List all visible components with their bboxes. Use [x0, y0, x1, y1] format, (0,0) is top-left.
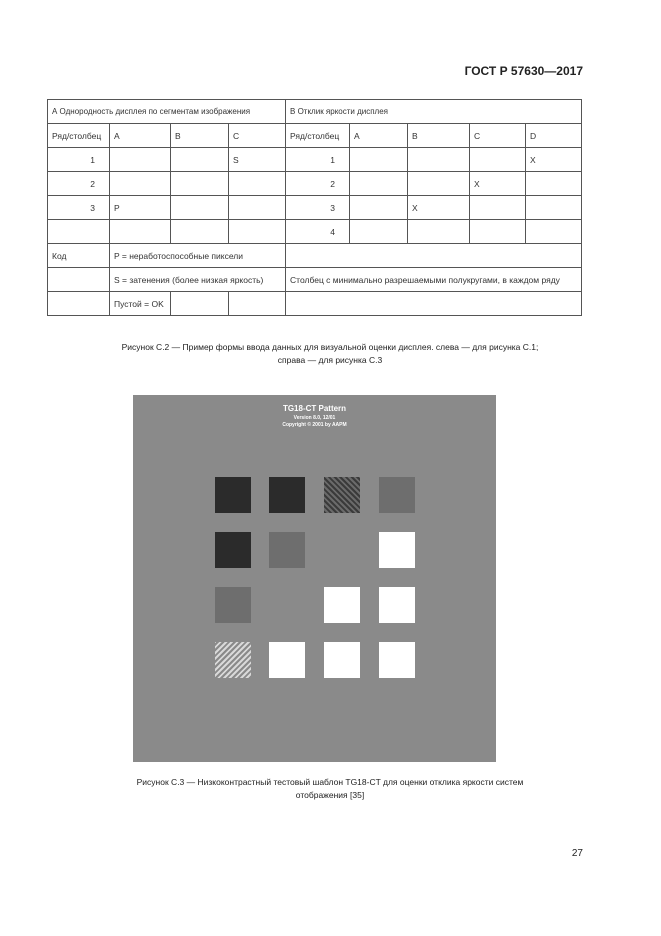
left-row-col-header: Ряд/столбец	[48, 124, 110, 148]
right-cell[interactable]	[470, 196, 526, 220]
contrast-patch	[324, 532, 360, 568]
left-cell[interactable]	[229, 220, 286, 244]
right-cell[interactable]	[526, 172, 582, 196]
code-p-legend: P = неработоспособные пиксели	[110, 244, 286, 268]
left-col-a-header: A	[110, 124, 171, 148]
empty-cell	[48, 292, 110, 316]
caption-line: справа — для рисунка С.3	[277, 355, 383, 365]
contrast-patch	[324, 477, 360, 513]
empty-cell	[229, 292, 286, 316]
caption-line: отображения [35]	[295, 790, 365, 800]
right-cell[interactable]	[408, 220, 470, 244]
table-row	[48, 172, 582, 196]
left-cell[interactable]	[229, 172, 286, 196]
left-cell[interactable]	[171, 148, 229, 172]
code-row-p	[48, 244, 582, 268]
contrast-patch	[379, 477, 415, 513]
contrast-patch	[269, 587, 305, 623]
contrast-patch	[269, 532, 305, 568]
empty-cell	[171, 292, 229, 316]
pattern-copyright: Copyright © 2001 by AAPM	[282, 422, 347, 428]
right-row-number: 1	[286, 148, 350, 172]
left-cell[interactable]: P	[110, 196, 171, 220]
section-b-title: B Отклик яркости дисплея	[286, 100, 582, 124]
right-cell[interactable]	[408, 148, 470, 172]
code-label: Код	[48, 244, 110, 268]
contrast-patch	[324, 587, 360, 623]
left-cell[interactable]	[171, 196, 229, 220]
left-col-b-header: B	[171, 124, 229, 148]
contrast-patch	[215, 642, 251, 678]
section-a-title: А Однородность дисплея по сегментам изображения	[48, 100, 286, 124]
code-row-s	[48, 268, 582, 292]
right-cell[interactable]: X	[526, 148, 582, 172]
right-col-c-header: C	[470, 124, 526, 148]
table-row	[48, 220, 582, 244]
left-row-number: 2	[48, 172, 110, 196]
contrast-patch	[379, 532, 415, 568]
right-cell[interactable]	[408, 172, 470, 196]
right-cell[interactable]	[350, 220, 408, 244]
table-row	[48, 196, 582, 220]
right-cell[interactable]: X	[408, 196, 470, 220]
right-note: Столбец с минимально разрешаемыми полукругами, в каждом ряду	[286, 268, 582, 292]
section-title-row	[48, 100, 582, 124]
contrast-patch	[215, 532, 251, 568]
right-row-number: 2	[286, 172, 350, 196]
left-cell[interactable]	[110, 172, 171, 196]
code-row-empty	[48, 292, 582, 316]
left-cell[interactable]	[229, 196, 286, 220]
table-row	[48, 148, 582, 172]
left-cell[interactable]: S	[229, 148, 286, 172]
right-cell[interactable]	[350, 148, 408, 172]
left-row-number	[48, 220, 110, 244]
contrast-patch	[379, 642, 415, 678]
left-row-number: 3	[48, 196, 110, 220]
caption-line: Рисунок С.3 — Низкоконтрастный тестовый шаблон TG18-CT для оценки отклика яркости систем	[136, 777, 524, 787]
right-col-b-header: B	[408, 124, 470, 148]
right-cell[interactable]	[526, 196, 582, 220]
left-cell[interactable]	[110, 220, 171, 244]
figure-c3-caption	[40, 776, 620, 802]
contrast-patch	[269, 642, 305, 678]
right-empty-cell	[286, 292, 582, 316]
right-empty-cell	[286, 244, 582, 268]
right-cell[interactable]: X	[470, 172, 526, 196]
right-row-number: 3	[286, 196, 350, 220]
contrast-patch	[324, 642, 360, 678]
left-cell[interactable]	[171, 172, 229, 196]
right-cell[interactable]	[470, 148, 526, 172]
right-cell[interactable]	[350, 172, 408, 196]
document-id: ГОСТ Р 57630—2017	[464, 64, 583, 78]
page-number: 27	[571, 848, 583, 859]
contrast-patch	[379, 587, 415, 623]
right-row-col-header: Ряд/столбец	[286, 124, 350, 148]
empty-cell	[48, 268, 110, 292]
contrast-patch	[215, 587, 251, 623]
code-s-legend: S = затенения (более низкая яркость)	[110, 268, 286, 292]
right-row-number: 4	[286, 220, 350, 244]
left-col-c-header: C	[229, 124, 286, 148]
pattern-version: Version 8.0, 12/01	[293, 415, 336, 421]
pattern-title: TG18-CT Pattern	[282, 404, 347, 413]
column-header-row	[48, 124, 582, 148]
left-row-number: 1	[48, 148, 110, 172]
contrast-patch	[215, 477, 251, 513]
left-cell[interactable]	[171, 220, 229, 244]
right-col-a-header: A	[350, 124, 408, 148]
right-cell[interactable]	[350, 196, 408, 220]
contrast-patch	[269, 477, 305, 513]
figure-c2-caption	[40, 341, 620, 367]
right-cell[interactable]	[526, 220, 582, 244]
left-cell[interactable]	[110, 148, 171, 172]
caption-line: Рисунок С.2 — Пример формы ввода данных для визуальной оценки дисплея. слева — для рисунка С.1;	[121, 342, 539, 352]
data-entry-form-table	[47, 99, 582, 316]
code-empty-legend: Пустой = OK	[110, 292, 171, 316]
right-col-d-header: D	[526, 124, 582, 148]
right-cell[interactable]	[470, 220, 526, 244]
tg18-ct-pattern-image	[133, 395, 496, 762]
